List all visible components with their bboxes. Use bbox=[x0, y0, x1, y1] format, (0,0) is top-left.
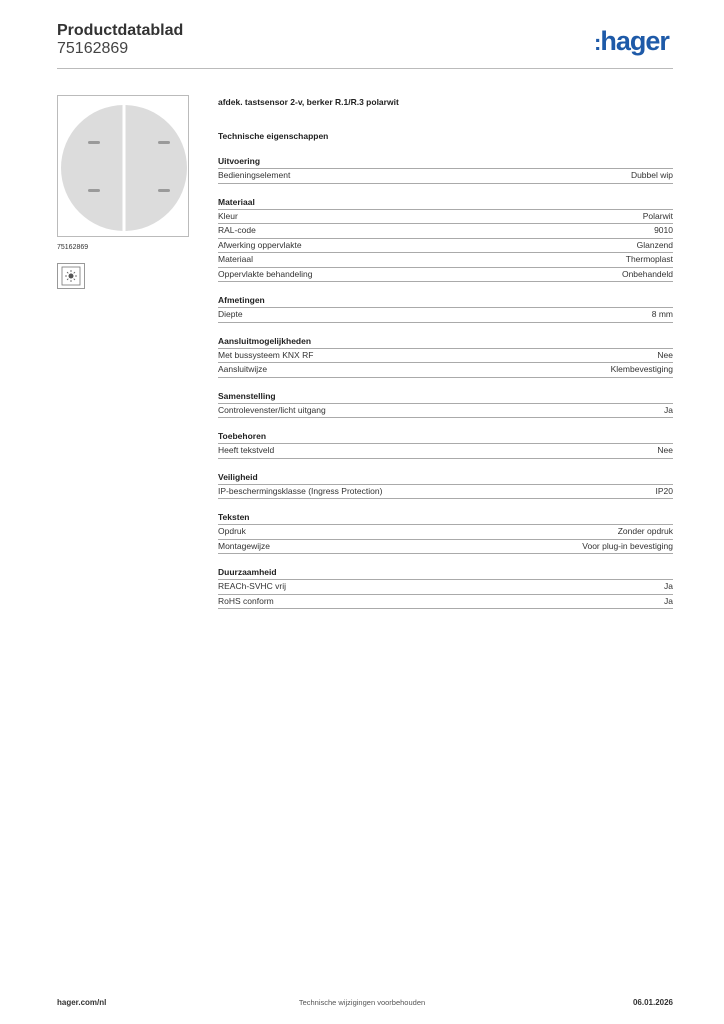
spec-group bbox=[218, 196, 673, 283]
spec-row bbox=[218, 349, 673, 364]
spec-group-title: Uitvoering bbox=[218, 155, 673, 169]
spec-value: Klembevestiging bbox=[610, 364, 673, 374]
spec-row bbox=[218, 224, 673, 239]
spec-group-title: Afmetingen bbox=[218, 294, 673, 308]
hager-logo: :hager bbox=[594, 26, 669, 56]
spec-value: Zonder opdruk bbox=[617, 526, 673, 536]
spec-row bbox=[218, 308, 673, 323]
spec-row bbox=[218, 540, 673, 555]
section-heading: Technische eigenschappen bbox=[218, 131, 329, 141]
spec-group-title: Materiaal bbox=[218, 196, 673, 210]
spec-row bbox=[218, 580, 673, 595]
spec-label: IP-beschermingsklasse (Ingress Protection) bbox=[218, 485, 383, 496]
spec-label: Bedieningselement bbox=[218, 170, 291, 180]
brand-name: hager bbox=[600, 26, 669, 56]
spec-row bbox=[218, 239, 673, 254]
product-number: 75162869 bbox=[57, 40, 129, 57]
spec-value: Onbehandeld bbox=[621, 268, 673, 279]
spec-group bbox=[218, 390, 673, 419]
specs-table bbox=[218, 155, 673, 621]
spec-value: Nee bbox=[657, 445, 673, 455]
spec-row bbox=[218, 268, 673, 283]
thumbnail-button[interactable] bbox=[57, 263, 85, 289]
footer-website[interactable]: hager.com/nl bbox=[57, 998, 107, 1007]
spec-value: Glanzend bbox=[636, 239, 673, 250]
spec-row bbox=[218, 485, 673, 500]
spec-group-title: Aansluitmogelijkheden bbox=[218, 335, 673, 349]
spec-row bbox=[218, 169, 673, 184]
spec-label: RoHS conform bbox=[218, 595, 274, 606]
spec-group bbox=[218, 566, 673, 609]
spec-row bbox=[218, 210, 673, 225]
spec-label: Oppervlakte behandeling bbox=[218, 268, 313, 279]
spec-label: Heeft tekstveld bbox=[218, 445, 275, 455]
spec-value: Polarwit bbox=[642, 210, 673, 221]
spec-value: IP20 bbox=[655, 485, 673, 496]
spec-value: Nee bbox=[657, 349, 673, 360]
footer-date: 06.01.2026 bbox=[632, 998, 673, 1007]
spec-group-title: Teksten bbox=[218, 511, 673, 525]
page-title: Productdatablad bbox=[57, 22, 184, 39]
spec-label: Opdruk bbox=[218, 526, 246, 536]
spec-label: Diepte bbox=[218, 309, 243, 319]
spec-row bbox=[218, 404, 673, 419]
spec-row bbox=[218, 525, 673, 540]
spec-group-title: Duurzaamheid bbox=[218, 566, 673, 580]
product-image bbox=[57, 95, 189, 237]
spec-group bbox=[218, 511, 673, 554]
spec-value: Dubbel wip bbox=[630, 170, 673, 180]
spec-group bbox=[218, 430, 673, 459]
spec-value: Thermoplast bbox=[625, 254, 673, 264]
image-caption: 75162869 bbox=[57, 244, 89, 251]
spec-value: Ja bbox=[664, 581, 673, 591]
spec-row bbox=[218, 253, 673, 268]
footer-disclaimer: Technische wijzigingen voorbehouden bbox=[298, 998, 426, 1007]
spec-label: Aansluitwijze bbox=[218, 364, 268, 374]
spec-label: Controlevenster/licht uitgang bbox=[218, 404, 326, 415]
spec-row bbox=[218, 444, 673, 459]
spec-group bbox=[218, 155, 673, 184]
sun-light-icon bbox=[58, 264, 84, 288]
spec-group-title: Toebehoren bbox=[218, 430, 673, 444]
spec-label: Montagewijze bbox=[218, 540, 270, 551]
spec-label: Afwerking oppervlakte bbox=[218, 239, 302, 250]
product-title: afdek. tastsensor 2-v, berker R.1/R.3 polarwit bbox=[218, 97, 399, 107]
spec-value: Voor plug-in bevestiging bbox=[582, 540, 673, 551]
spec-label: RAL-code bbox=[218, 225, 256, 235]
spec-group bbox=[218, 471, 673, 500]
spec-label: Met bussysteem KNX RF bbox=[218, 349, 314, 360]
spec-label: Materiaal bbox=[218, 254, 253, 264]
spec-label: REACh-SVHC vrij bbox=[218, 581, 287, 591]
spec-value: 8 mm bbox=[651, 309, 673, 319]
spec-value: Ja bbox=[664, 404, 673, 415]
spec-value: Ja bbox=[664, 595, 673, 606]
spec-row bbox=[218, 363, 673, 378]
spec-group-title: Veiligheid bbox=[218, 471, 673, 485]
spec-group-title: Samenstelling bbox=[218, 390, 673, 404]
spec-group bbox=[218, 335, 673, 378]
spec-label: Kleur bbox=[218, 210, 238, 221]
spec-group bbox=[218, 294, 673, 323]
header-divider bbox=[57, 68, 673, 69]
spec-value: 9010 bbox=[654, 225, 673, 235]
spec-row bbox=[218, 595, 673, 610]
